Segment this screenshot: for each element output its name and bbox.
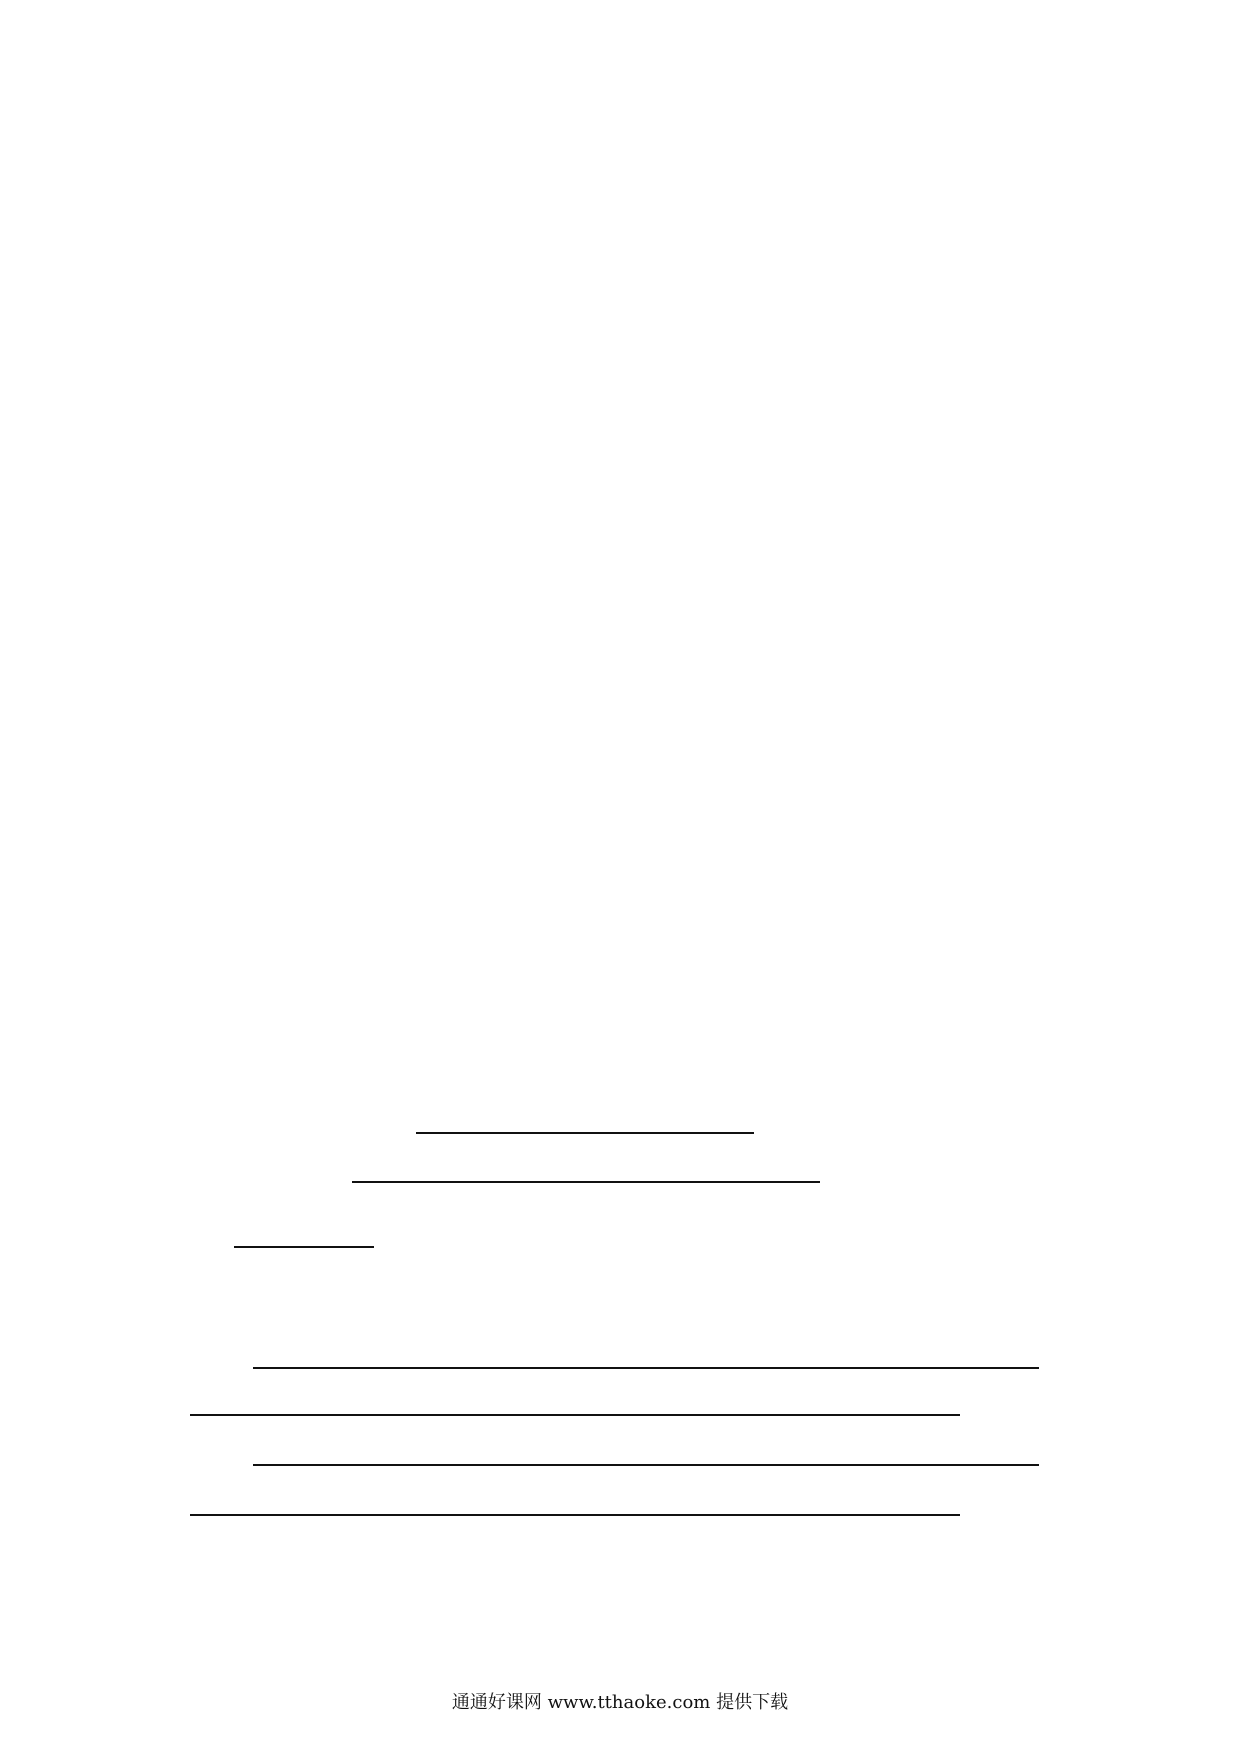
- answer-line[interactable]: [253, 1367, 1039, 1369]
- question-2: [190, 1216, 1060, 1266]
- fill-blank[interactable]: [234, 1246, 374, 1248]
- answer-line[interactable]: [253, 1464, 1039, 1466]
- answer-line[interactable]: [352, 1181, 820, 1183]
- answer-line[interactable]: [416, 1132, 754, 1134]
- answer-line[interactable]: [190, 1414, 960, 1416]
- footer: 通通好课网 www.tthaoke.com 提供下载: [451, 1692, 789, 1713]
- answer-line[interactable]: [190, 1514, 960, 1516]
